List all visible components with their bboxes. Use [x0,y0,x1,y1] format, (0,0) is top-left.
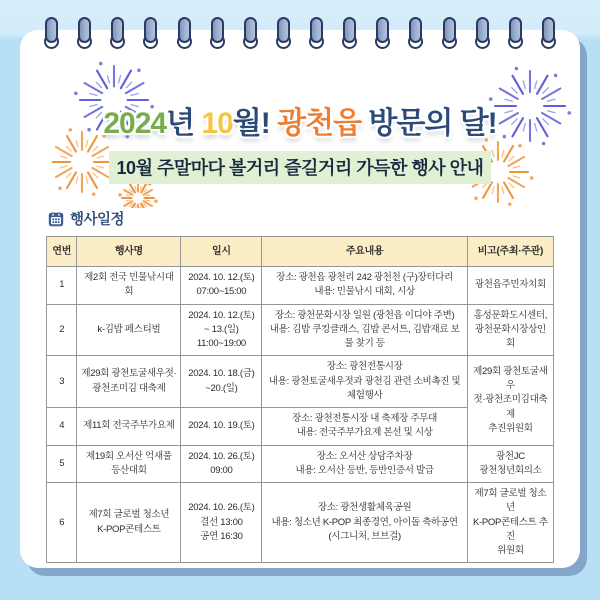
table-cell: 4 [47,408,77,446]
spiral-binding [44,17,556,51]
table-cell: 제7회 글로벌 청소년 K-POP콘테스트 [77,483,181,563]
binder-ring [110,17,125,49]
table-row [47,356,554,408]
title-part: 년 [166,107,202,140]
title-part: 10 [201,107,233,140]
schedule-table-wrap [46,236,554,563]
table-cell: 2024. 10. 26.(토) 결선 13:00 공연 16:30 [181,483,262,563]
binder-ring [541,17,556,49]
table-cell: 2024. 10. 12.(토) 07:00~15:00 [181,267,262,305]
binder-ring [276,17,291,49]
binder-ring [44,17,59,49]
table-cell: 2 [47,304,77,356]
table-cell: 2024. 10. 12.(토) ~ 13.(일) 11:00~19:00 [181,304,262,356]
table-cell: 1 [47,267,77,305]
ring-pin [376,17,389,43]
table-cell: 홍성문화도시센터, 광천문화시장상인회 [467,304,553,356]
title-part: 월! [232,107,278,140]
ring-pin [310,17,323,43]
table-cell: 장소: 광천생활체육공원 내용: 청소년 K-POP 최종경연, 아이돌 축하공연 (시그니처, 브브걸) [262,483,467,563]
column-header: 일시 [181,237,262,267]
table-row [47,445,554,483]
table-cell: 장소: 광천문화시장 일원 (광천읍 이디야 주변) 내용: 김밥 쿠킹클래스, 김밥 콘서트, 김밥재료 보물 찾기 등 [262,304,467,356]
table-cell: 3 [47,356,77,408]
binder-ring [177,17,192,49]
ring-pin [277,17,290,43]
table-cell: 제29회 광천토굴새우 젓·광천조미김대축제 추진위원회 [467,356,553,445]
binder-ring [77,17,92,49]
table-cell: 장소: 오서산 상담주차장 내용: 오서산 등반, 등반인증서 발급 [262,445,467,483]
ring-pin [78,17,91,43]
ring-pin [509,17,522,43]
table-cell: 2024. 10. 26.(토) 09:00 [181,445,262,483]
table-cell: 6 [47,483,77,563]
column-header: 행사명 [77,237,181,267]
table-cell: 제19회 오서산 억새풀 등산대회 [77,445,181,483]
title-part: 광천읍 [277,107,369,140]
ring-pin [111,17,124,43]
events-table [46,236,554,563]
column-header: 비고(주최·주관) [467,237,553,267]
table-cell: 장소: 광천전통시장 내 축제장 주무대 내용: 전국주부가요제 본선 및 시상 [262,408,467,446]
binder-ring [375,17,390,49]
page-title [20,98,580,142]
table-cell: 2024. 10. 19.(토) [181,408,262,446]
ring-pin [409,17,422,43]
table-row [47,267,554,305]
column-header: 연번 [47,237,77,267]
events-table-body [47,267,554,563]
title-part: 방문의 달! [368,107,497,140]
binder-ring [210,17,225,49]
table-cell: 장소: 광천전통시장 내용: 광천토굴새우젓과 광천김 관련 소비촉진 및 체험행사 [262,356,467,408]
table-cell: 장소: 광천읍 광천리 242 광천천 (구)장터다리 내용: 민물낚시 대회, 시상 [262,267,467,305]
table-cell: 광천JC 광천청년회의소 [467,445,553,483]
binder-ring [243,17,258,49]
binder-ring [143,17,158,49]
page-subtitle: 10월 주말마다 볼거리 즐길거리 가득한 행사 안내 [109,151,492,184]
table-cell: 광천읍주민자치회 [467,267,553,305]
binder-ring [309,17,324,49]
ring-pin [343,17,356,43]
title-part: 2024 [103,107,167,140]
table-row [47,483,554,563]
ring-pin [144,17,157,43]
section-title: 행사일정 [70,212,125,228]
table-cell: 2024. 10. 18.(금) ~20.(일) [181,356,262,408]
binder-ring [442,17,457,49]
binder-ring [475,17,490,49]
ring-pin [542,17,555,43]
ring-pin [45,17,58,43]
table-cell: 제29회 광천토굴새우젓· 광천조미김 대축제 [77,356,181,408]
binder-ring [508,17,523,49]
table-header-row [47,237,554,267]
calendar-icon [48,211,64,227]
ring-pin [178,17,191,43]
ring-pin [244,17,257,43]
binder-ring [342,17,357,49]
binder-ring [408,17,423,49]
table-cell: k-김밥 페스티벌 [77,304,181,356]
table-cell: 제7회 글로벌 청소년 K-POP콘테스트 추진 위원회 [467,483,553,563]
notepad-page [20,30,580,568]
table-cell: 제2회 전국 민물낚시대회 [77,267,181,305]
column-header: 주요내용 [262,237,467,267]
ring-pin [476,17,489,43]
table-row [47,304,554,356]
table-cell: 제11회 전국주부가요제 [77,408,181,446]
subtitle-row [20,151,580,184]
table-cell: 5 [47,445,77,483]
ring-pin [211,17,224,43]
ring-pin [443,17,456,43]
